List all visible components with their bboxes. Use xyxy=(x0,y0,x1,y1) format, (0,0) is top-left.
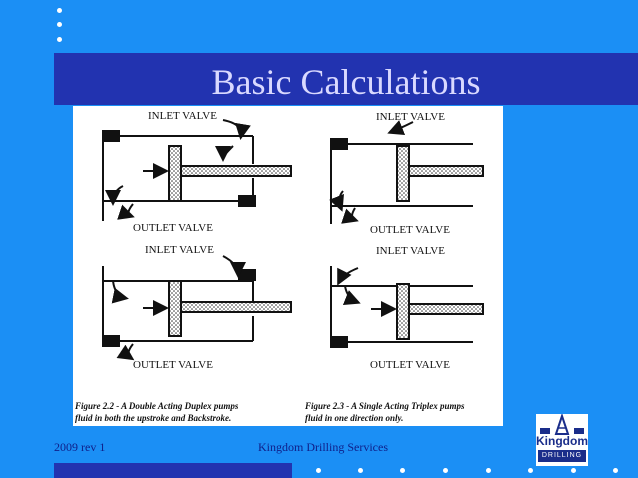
dot xyxy=(486,468,491,473)
caption-left-line1: Figure 2.2 - A Double Acting Duplex pumps xyxy=(75,401,239,411)
dot xyxy=(571,468,576,473)
dot xyxy=(400,468,405,473)
inlet-valve-label-1: INLET VALVE xyxy=(148,110,217,122)
double-acting-top xyxy=(103,120,291,221)
pump-diagram-figure xyxy=(73,106,503,426)
caption-right-line1: Figure 2.3 - A Single Acting Triplex pumps xyxy=(305,401,465,411)
logo-name-bottom: DRILLING xyxy=(538,450,586,462)
double-acting-bottom xyxy=(103,256,291,358)
dot xyxy=(613,468,618,473)
dot xyxy=(316,468,321,473)
outlet-valve-label-2: OUTLET VALVE xyxy=(133,359,213,371)
caption-left-line2: fluid in both the upstroke and Backstroke. xyxy=(75,413,232,423)
caption-right-line2: fluid in one direction only. xyxy=(305,413,404,423)
pump-diagram xyxy=(73,106,503,426)
dot xyxy=(528,468,533,473)
footer-company: Kingdom Drilling Services xyxy=(258,440,388,454)
outlet-valve-label-3: OUTLET VALVE xyxy=(370,224,450,236)
kingdom-drilling-logo xyxy=(536,414,588,466)
bottom-band xyxy=(54,463,292,478)
footer-revision: 2009 rev 1 xyxy=(54,440,106,454)
dot xyxy=(57,8,62,13)
outlet-valve-label-4: OUTLET VALVE xyxy=(370,359,450,371)
single-acting-bottom xyxy=(331,266,483,347)
outlet-valve-label-1: OUTLET VALVE xyxy=(133,222,213,234)
dot xyxy=(57,37,62,42)
logo-name-top: Kingdom xyxy=(536,434,588,448)
derrick-icon xyxy=(536,414,588,436)
slide-title: Basic Calculations xyxy=(211,62,481,102)
inlet-valve-label-3: INLET VALVE xyxy=(376,111,445,123)
single-acting-top xyxy=(331,122,483,224)
dot xyxy=(57,22,62,27)
dot xyxy=(443,468,448,473)
dot xyxy=(358,468,363,473)
inlet-valve-label-2: INLET VALVE xyxy=(145,244,214,256)
inlet-valve-label-4: INLET VALVE xyxy=(376,245,445,257)
